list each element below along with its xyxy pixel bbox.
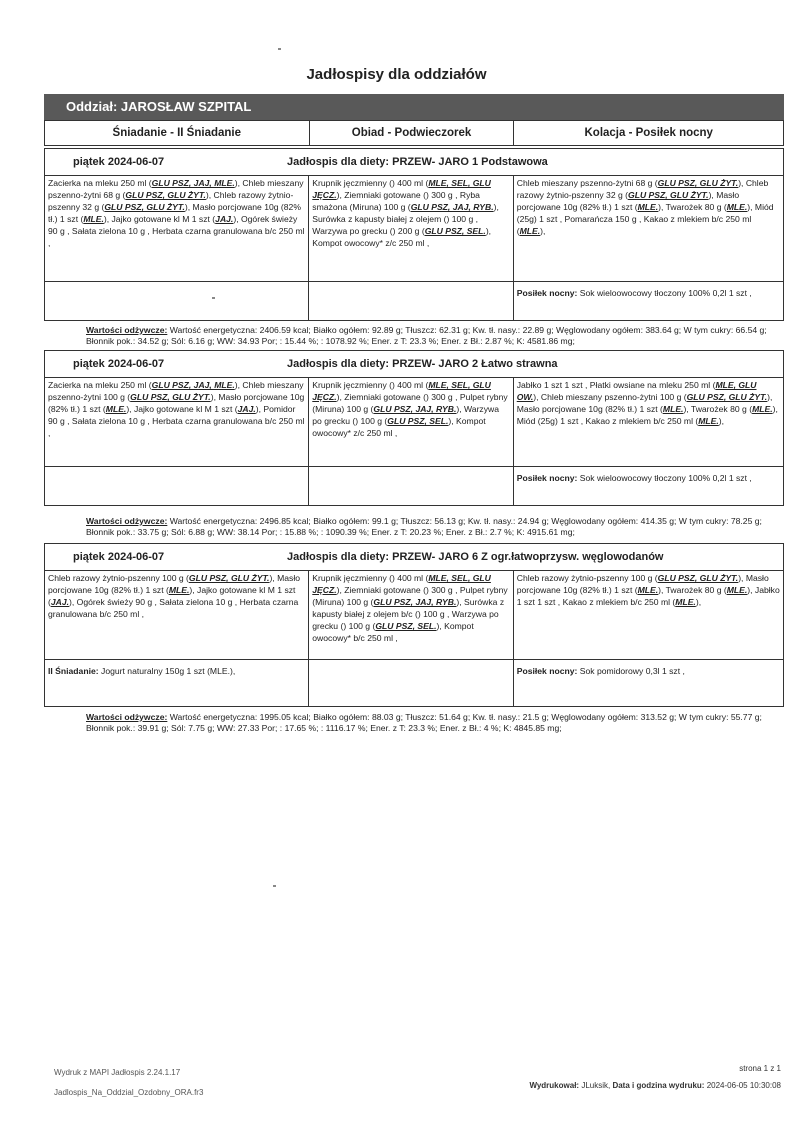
menu-text: ), Twarożek 80 g ( — [683, 404, 753, 414]
allergen-tag: MLE, GLU OW. — [516, 380, 757, 402]
allergen-tag: GLU PSZ, JAJ, RYB. — [410, 202, 494, 212]
menu-cell — [309, 176, 513, 281]
extra-row — [45, 660, 783, 706]
nutrition-values — [86, 325, 776, 347]
menu-text: ), Ziemniaki gotowane () 300 g , Ryba smażona (Miruna) 100 g ( — [312, 190, 480, 212]
allergen-tag: JAJ. — [237, 404, 256, 414]
extra-label: Posiłek nocny: — [516, 473, 580, 483]
section-date: piątek 2024-06-07 — [73, 551, 165, 563]
menu-text: ), Ogórek świeży 90 g , Sałata zielona 10 g , Herbata czarna granulowana b/c 250 ml , — [48, 597, 299, 619]
allergen-tag: MLE. — [168, 585, 190, 595]
allergen-tag: MLE. — [698, 416, 719, 426]
menu-text: ), Jabłko 1 szt 1 szt , Kakao z mlekiem b/c 250 ml ( — [516, 585, 780, 607]
menu-text: Chleb mieszany pszenno-żytni 68 g ( — [516, 178, 658, 188]
menu-text: Krupnik jęczmienny () 400 ml ( — [312, 380, 429, 390]
menu-text: ), Miód (25g) 1 szt , Kakao z mlekiem b/c 250 ml ( — [516, 404, 778, 426]
menu-cell — [514, 571, 783, 659]
extra-cell — [309, 660, 513, 706]
menu-text: ), Pomidor 90 g , Sałata zielona 10 g , Herbata czarna granulowana b/c 250 ml , — [48, 404, 305, 438]
allergen-tag: MLE. — [726, 585, 748, 595]
allergen-tag: MLE. — [83, 214, 104, 224]
extra-text: Jogurt naturalny 150g 1 szt (MLE.), — [101, 666, 236, 676]
extra-cell — [309, 467, 513, 505]
menu-text: ), Masło porcjowane 10g (82% tł.) 1 szt ( — [516, 573, 769, 595]
extra-label: II Śniadanie: — [48, 666, 102, 676]
extra-cell — [514, 467, 783, 505]
allergen-tag: GLU PSZ, GLU ŻYT. — [686, 392, 768, 402]
menu-text: Krupnik jęczmienny () 400 ml ( — [312, 178, 429, 188]
extra-cell — [45, 467, 309, 505]
values-label: Wartości odżywcze: — [86, 712, 168, 722]
allergen-tag: MLE. — [662, 404, 684, 414]
menu-text: ), — [540, 226, 546, 236]
menu-text: ), — [718, 416, 725, 426]
meal-row — [45, 176, 783, 282]
menu-text: ), Masło porcjowane 10g (82% tł.) 1 szt ( — [48, 573, 301, 595]
menu-text: ), Chleb mieszany pszenno-żytni 100 g ( — [48, 380, 304, 402]
scan-speck — [212, 297, 215, 299]
section-diet: Jadłospis dla diety: PRZEW- JARO 6 Z ogr.łatwoprzysw. węglowodanów — [287, 551, 664, 563]
menu-text: ), Warzywa po grecku () 100 g ( — [312, 404, 500, 426]
section-date: piątek 2024-06-07 — [73, 156, 165, 168]
menu-text: Zacierka na mleku 250 ml ( — [48, 380, 152, 390]
allergen-tag: GLU PSZ, GLU ŻYT. — [628, 190, 709, 200]
section-header — [45, 149, 783, 176]
allergen-tag: GLU PSZ, JAJ, MLE. — [151, 380, 235, 390]
allergen-tag: GLU PSZ, GLU ŻYT. — [130, 392, 211, 402]
extra-row — [45, 282, 783, 320]
menu-text: ), Ziemniaki gotowane () 300 g , Pulpet rybny (Miruna) 100 g ( — [312, 392, 508, 414]
allergen-tag: JAJ. — [215, 214, 234, 224]
allergen-tag: GLU PSZ, GLU ŻYT. — [657, 178, 739, 188]
extra-cell — [45, 282, 309, 320]
allergen-tag: MLE. — [519, 226, 541, 236]
menu-text: ), Miód (25g) 1 szt , Pomarańcza 150 g , Kakao z mlekiem b/c 250 ml ( — [516, 202, 774, 236]
scan-speck — [278, 48, 281, 50]
allergen-tag: MLE. — [752, 404, 773, 414]
menu-text: Chleb razowy żytnio-pszenny 100 g ( — [516, 573, 658, 583]
diet-section — [44, 350, 784, 506]
menu-text: ), Twarożek 80 g ( — [658, 585, 727, 595]
menu-text: Chleb razowy żytnio-pszenny 100 g ( — [48, 573, 189, 583]
allergen-tag: MLE, SEL, GLU JĘCZ. — [312, 178, 491, 200]
menu-text: ), Masło porcjowane 10g (82% tł.) 1 szt ( — [516, 392, 773, 414]
allergen-tag: GLU PSZ, SEL. — [424, 226, 486, 236]
allergen-tag: JAJ. — [50, 597, 70, 607]
allergen-tag: MLE, SEL, GLU JĘCZ. — [312, 573, 491, 595]
extra-label: Posiłek nocny: — [516, 288, 580, 298]
menu-text: ), Jajko gotowane kl M 1 szt ( — [103, 214, 216, 224]
menu-text: ), Chleb mieszany pszenno-żytni 100 g ( — [533, 392, 687, 402]
menu-text: Zacierka na mleku 250 ml ( — [48, 178, 152, 188]
menu-cell — [309, 378, 513, 466]
allergen-tag: MLE. — [726, 202, 748, 212]
allergen-tag: MLE. — [637, 202, 659, 212]
extra-row — [45, 467, 783, 505]
diet-section — [44, 148, 784, 321]
menu-text: ), — [695, 597, 702, 607]
menu-text: ), Surówka z kapusty białej z olejem () 100 g , Warzywa po grecku () 200 g ( — [312, 202, 499, 236]
nutrition-values — [86, 712, 776, 734]
menu-cell — [45, 176, 309, 281]
menu-text: ), Jajko gotowane kl M 1 szt ( — [126, 404, 238, 414]
allergen-tag: GLU PSZ, GLU ŻYT. — [657, 573, 739, 583]
extra-text: Sok wieloowocowy tłoczony 100% 0,2l 1 szt , — [579, 288, 752, 298]
print-info: Wydrukował: JLuksik, Data i godzina wydruku: 2024-06-05 10:30:08 — [529, 1081, 781, 1090]
menu-text: Krupnik jęczmienny () 400 ml ( — [312, 573, 429, 583]
allergen-tag: GLU PSZ, JAJ, RYB. — [373, 597, 457, 607]
column-header: Śniadanie - II Śniadanie — [45, 121, 310, 145]
section-header — [45, 544, 783, 571]
section-diet: Jadłospis dla diety: PRZEW- JARO 1 Podstawowa — [287, 156, 548, 168]
menu-text: ), Chleb razowy żytnio-pszenny 32 g ( — [48, 190, 294, 212]
extra-cell — [514, 660, 783, 706]
menu-text: ), Surówka z kapusty białej z olejem b/c () 100 g , Warzywa po grecku () 100 g ( — [312, 597, 505, 631]
diet-section — [44, 543, 784, 707]
values-label: Wartości odżywcze: — [86, 516, 168, 526]
extra-label: Posiłek nocny: — [516, 666, 580, 676]
scan-speck — [273, 885, 276, 887]
allergen-tag: MLE, SEL, GLU JĘCZ. — [312, 380, 491, 402]
menu-text: ), Chleb razowy żytnio-pszenny 32 g ( — [516, 178, 769, 200]
menu-text: ), Ogórek świeży 90 g , Sałata zielona 10 g , Herbata czarna granulowana b/c 250 ml , — [48, 214, 305, 248]
column-header: Kolacja - Posiłek nocny — [584, 127, 713, 139]
column-headers — [44, 120, 784, 146]
menu-cell — [514, 378, 783, 466]
allergen-tag: MLE. — [675, 597, 696, 607]
allergen-tag: GLU PSZ, GLU ŻYT. — [125, 190, 206, 200]
menu-text: ), Masło porcjowane 10g (82% tł.) 1 szt ( — [48, 202, 301, 224]
section-header — [45, 351, 783, 378]
menu-text: ), Kompot owocowy* z/c 250 ml , — [312, 226, 492, 248]
values-label: Wartości odżywcze: — [86, 325, 168, 335]
print-date: 2024-06-05 10:30:08 — [706, 1081, 781, 1090]
section-date: piątek 2024-06-07 — [73, 358, 165, 370]
menu-text: ), Chleb mieszany pszenno-żytni 68 g ( — [48, 178, 304, 200]
menu-text: ), Masło porcjowane 10g (82% tł.) 1 szt ( — [516, 190, 740, 212]
allergen-tag: MLE. — [637, 585, 659, 595]
page-number: strona 1 z 1 — [739, 1064, 781, 1073]
menu-text: ), Ziemniaki gotowane () 300 g , Pulpet rybny (Miruna) 100 g ( — [312, 585, 508, 607]
values-text: Wartość energetyczna: 2496.85 kcal; Białko ogółem: 99.1 g; Tłuszcz: 56.13 g; Kw. tł. nasy.: 24.94 g; Węglowodany ogółem: 414.35 g; W tym cukry: 78.25 g; Błonnik pok.: 33.75 g; Sól: 6.88 g; WW: 38.14 Por; : 15.88 %; : 1090.39 %; Ener. z T: 20.23 %; Ener. z Bł.: 2.7 %; K: 4915.61 mg; — [86, 516, 762, 537]
allergen-tag: GLU PSZ, GLU ŻYT. — [104, 202, 185, 212]
allergen-tag: GLU PSZ, JAJ, RYB. — [373, 404, 457, 414]
allergen-tag: GLU PSZ, JAJ, MLE. — [151, 178, 235, 188]
printed-by: JLuksik — [581, 1081, 608, 1090]
page-title: Jadłospisy dla oddziałów — [306, 66, 487, 83]
menu-text: ), Kompot owocowy* z/c 250 ml , — [312, 416, 486, 438]
extra-cell — [45, 660, 309, 706]
column-header: Obiad - Podwieczorek — [310, 121, 515, 145]
menu-text: Jabłko 1 szt 1 szt , Płatki owsiane na mleku 250 ml ( — [516, 380, 716, 390]
date-label: Data i godzina wydruku: — [612, 1081, 705, 1090]
allergen-tag: GLU PSZ, SEL. — [387, 416, 449, 426]
menu-cell — [45, 571, 309, 659]
menu-cell — [309, 571, 513, 659]
extra-cell — [514, 282, 783, 320]
extra-text: Sok pomidorowy 0,3l 1 szt , — [579, 666, 685, 676]
values-text: Wartość energetyczna: 2406.59 kcal; Białko ogółem: 92.89 g; Tłuszcz: 62.31 g; Kw. tł. nasy.: 22.89 g; Węglowodany ogółem: 383.64 g; W tym cukry: 66.54 g; Błonnik pok.: 34.52 g; Sól: 6.16 g; WW: 34.93 Por; : 15.44 %; : 1078.92 %; Ener. z T: 23.3 %; Ener. z Bł.: 2.87 %; K: 4581.86 mg; — [86, 325, 767, 346]
meal-row — [45, 378, 783, 467]
allergen-tag: GLU PSZ, GLU ŻYT. — [188, 573, 270, 583]
extra-cell — [309, 282, 513, 320]
department-header: Oddział: JAROSŁAW SZPITAL — [44, 94, 784, 120]
menu-text: ), Jajko gotowane kl M 1 szt ( — [48, 585, 296, 607]
menu-cell — [45, 378, 309, 466]
nutrition-values — [86, 516, 776, 538]
footer-file: Jadlospis_Na_Oddzial_Ozdobny_ORA.fr3 — [54, 1088, 204, 1097]
menu-text: ), Masło porcjowane 10g (82% tł.) 1 szt ( — [48, 392, 305, 414]
menu-text: ), Twarożek 80 g ( — [658, 202, 727, 212]
allergen-tag: GLU PSZ, SEL. — [375, 621, 437, 631]
section-diet: Jadłospis dla diety: PRZEW- JARO 2 Łatwo strawna — [287, 358, 558, 370]
extra-text: Sok wieloowocowy tłoczony 100% 0,2l 1 szt , — [579, 473, 752, 483]
footer-app: Wydruk z MAPI Jadłospis 2.24.1.17 — [54, 1068, 181, 1077]
menu-cell — [514, 176, 783, 281]
allergen-tag: MLE. — [105, 404, 127, 414]
menu-text: ), Kompot owocowy* b/c 250 ml , — [312, 621, 474, 643]
meal-row — [45, 571, 783, 660]
printed-label: Wydrukował: — [529, 1081, 580, 1090]
values-text: Wartość energetyczna: 1995.05 kcal; Białko ogółem: 88.03 g; Tłuszcz: 51.64 g; Kw. tł. nasy.: 21.5 g; Węglowodany ogółem: 313.52 g; W tym cukry: 55.77 g; Błonnik pok.: 39.91 g; Sól: 7.75 g; WW: 27.33 Por; : 17.65 %; : 1116.17 %; Ener. z T: 23.3 %; Ener. z Bł.: 4 %; K: 4845.85 mg; — [86, 712, 762, 733]
